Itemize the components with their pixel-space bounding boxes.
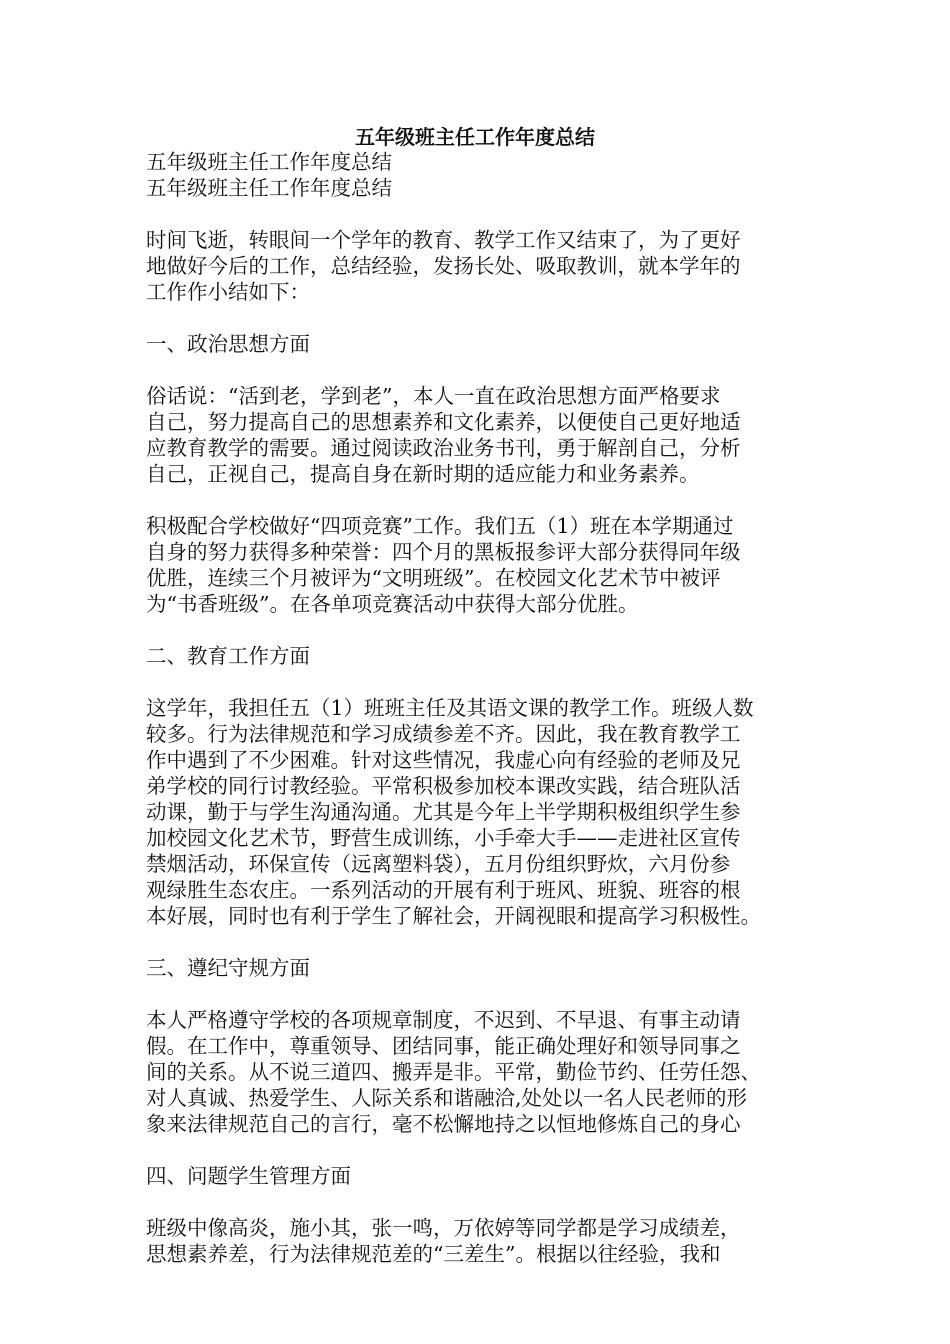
- paragraph-line: 禁烟活动，环保宣传（远离塑料袋），五月份组织野炊，六月份参: [146, 852, 731, 876]
- section-heading: 四、问题学生管理方面: [146, 1164, 351, 1188]
- paragraph-students: [146, 1215, 808, 1267]
- paragraph-line: 自身的努力获得多种荣誉：四个月的黑板报参评大部分获得同年级: [146, 540, 741, 564]
- document-body: [146, 149, 808, 1267]
- section-heading: 二、教育工作方面: [146, 644, 310, 668]
- paragraph-politics: [146, 383, 808, 487]
- section-heading-politics: [146, 331, 808, 357]
- section-heading-education: [146, 643, 808, 669]
- paragraph-line: 优胜，连续三个月被评为“文明班级”。在校园文化艺术节中被评: [146, 566, 721, 590]
- paragraph-line: 为“书香班级”。在各单项竞赛活动中获得大部分优胜。: [146, 592, 639, 616]
- paragraph-line: 作中遇到了不少困难。针对这些情况，我虚心向有经验的老师及兄: [146, 748, 741, 772]
- subtitle-block: [146, 149, 808, 201]
- paragraph-line: 自己，正视自己，提高自身在新时期的适应能力和业务素养。: [146, 462, 700, 486]
- subtitle-line: 五年级班主任工作年度总结: [146, 176, 392, 200]
- paragraph-line: 本人严格遵守学校的各项规章制度，不迟到、不早退、有事主动请: [146, 1008, 741, 1032]
- paragraph-intro: [146, 227, 808, 305]
- paragraph-line: 地做好今后的工作，总结经验，发扬长处、吸取教训，就本学年的: [146, 254, 741, 278]
- paragraph-line: 加校园文化艺术节，野营生成训练，小手牵大手——走进社区宣传: [146, 826, 741, 850]
- paragraph-line: 应教育教学的需要。通过阅读政治业务书刊，勇于解剖自己，分析: [146, 436, 741, 460]
- paragraph-discipline: [146, 1007, 808, 1137]
- paragraph-line: 象来法律规范自己的言行，毫不松懈地持之以恒地修炼自己的身心: [146, 1112, 741, 1136]
- document-title: 五年级班主任工作年度总结: [355, 125, 595, 149]
- paragraph-line: 动课，勤于与学生沟通沟通。尤其是今年上半学期积极组织学生参: [146, 800, 741, 824]
- paragraph-line: 思想素养差，行为法律规范差的“三差生”。根据以往经验，我和: [146, 1242, 721, 1266]
- paragraph-line: 观绿胜生态农庄。一系列活动的开展有利于班风、班貌、班容的根: [146, 878, 741, 902]
- paragraph-line: 工作作小结如下：: [146, 280, 310, 304]
- paragraph-line: 较多。行为法律规范和学习成绩参差不齐。因此，我在教育教学工: [146, 722, 741, 746]
- paragraph-line: 积极配合学校做好“四项竞赛”工作。我们五（1）班在本学期通过: [146, 514, 734, 538]
- paragraph-competition: [146, 513, 808, 617]
- paragraph-line: 对人真诚、热爱学生、人际关系和谐融洽,处处以一名人民老师的形: [146, 1086, 748, 1110]
- subtitle-line: 五年级班主任工作年度总结: [146, 150, 392, 174]
- paragraph-line: 这学年，我担任五（1）班班主任及其语文课的教学工作。班级人数: [146, 696, 754, 720]
- paragraph-line: 班级中像高炎，施小其，张一鸣，万依婷等同学都是学习成绩差，: [146, 1216, 741, 1240]
- section-heading: 三、遵纪守规方面: [146, 956, 310, 980]
- paragraph-line: 时间飞逝，转眼间一个学年的教育、教学工作又结束了，为了更好: [146, 228, 741, 252]
- paragraph-line: 俗话说：“活到老，学到老”，本人一直在政治思想方面严格要求: [146, 384, 721, 408]
- paragraph-line: 本好展，同时也有利于学生了解社会，开阔视眼和提高学习积极性。: [146, 904, 761, 928]
- paragraph-education: [146, 695, 808, 929]
- paragraph-line: 自己，努力提高自己的思想素养和文化素养，以便使自己更好地适: [146, 410, 741, 434]
- paragraph-line: 假。在工作中，尊重领导、团结同事，能正确处理好和领导同事之: [146, 1034, 741, 1058]
- section-heading-students: [146, 1163, 808, 1189]
- section-heading: 一、政治思想方面: [146, 332, 310, 356]
- paragraph-line: 弟学校的同行讨教经验。平常积极参加校本课改实践，结合班队活: [146, 774, 741, 798]
- paragraph-line: 间的关系。从不说三道四、搬弄是非。平常，勤俭节约、任劳任怨、: [146, 1060, 761, 1084]
- section-heading-discipline: [146, 955, 808, 981]
